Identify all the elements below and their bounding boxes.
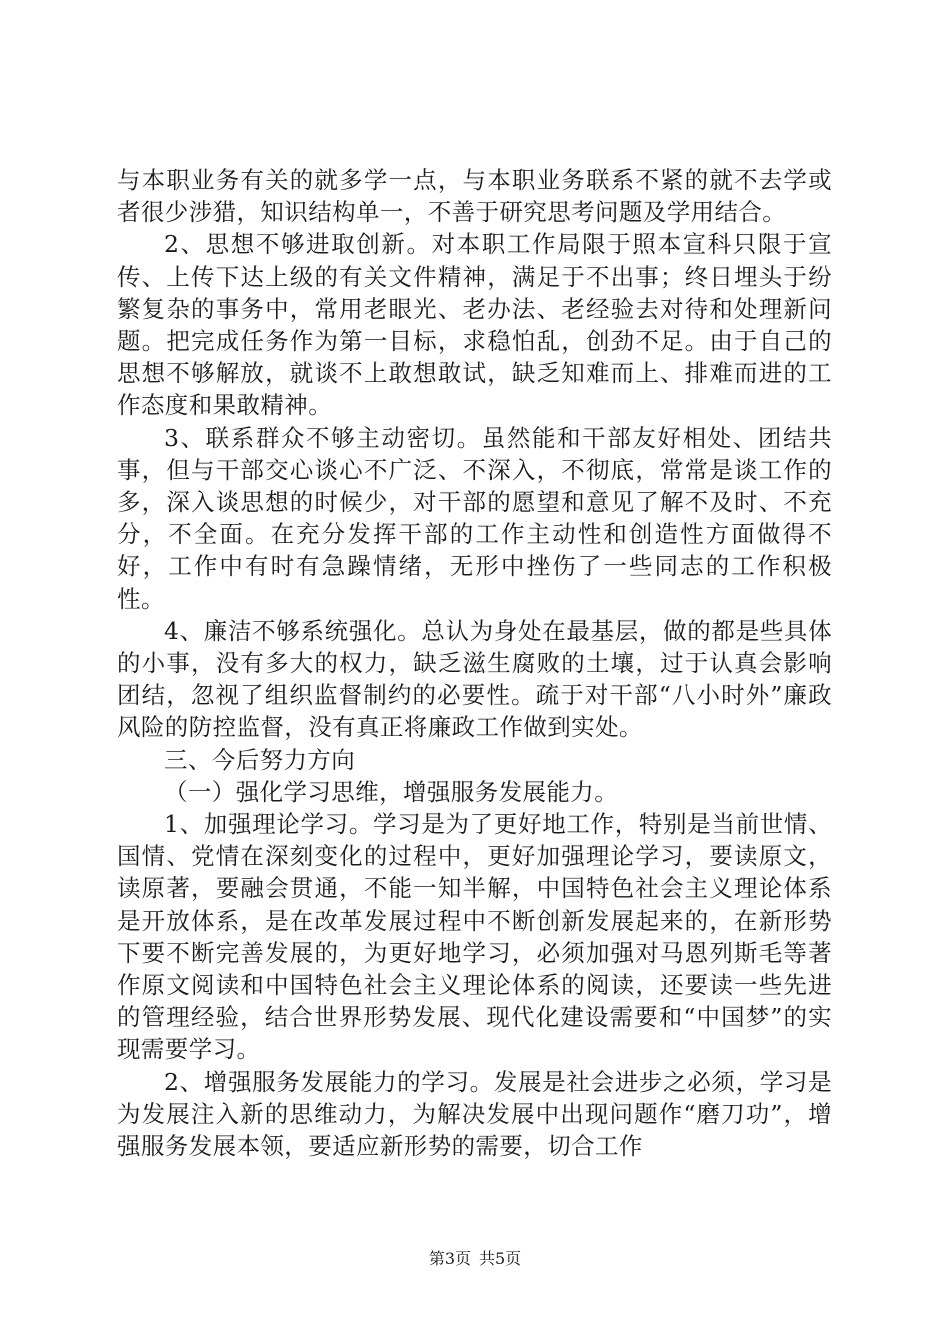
paragraph-item-4: 4、廉洁不够系统强化。总认为身处在最基层，做的都是些具体的小事，没有多大的权力，缺乏滋生腐败的土壤，过于认真会影响团结，忽视了组织监督制约的必要性。疏于对干部“八小时外”廉政风险的防控监督，没有真正将廉政工作做到实处。 <box>117 616 832 742</box>
page-footer <box>0 1249 950 1269</box>
document-body <box>117 164 832 1162</box>
page-number: 第3页 <box>428 1249 471 1268</box>
paragraph-study-service: 2、增强服务发展能力的学习。发展是社会进步之必须，学习是为发展注入新的思维动力，为解决发展中出现问题作“磨刀功”，增强服务发展本领，要适应新形势的需要，切合工作 <box>117 1067 832 1161</box>
paragraph-item-3: 3、联系群众不够主动密切。虽然能和干部友好相处、团结共事，但与干部交心谈心不广泛、不深入，不彻底，常常是谈工作的多，深入谈思想的时候少，对干部的愿望和意见了解不及时、不充分，不全面。在充分发挥干部的工作主动性和创造性方面做得不好，工作中有时有急躁情绪，无形中挫伤了一些同志的工作积极性。 <box>117 423 832 613</box>
paragraph-continuation: 与本职业务有关的就多学一点，与本职业务联系不紧的就不去学或者很少涉猎，知识结构单一，不善于研究思考问题及学用结合。 <box>117 166 832 227</box>
paragraph-study-theory: 1、加强理论学习。学习是为了更好地工作，特别是当前世情、国情、党情在深刻变化的过程中，更好加强理论学习，要读原文，读原著，要融会贯通，不能一知半解，中国特色社会主义理论体系是开放体系，是在改革发展过程中不断创新发展起来的，在新形势下要不断完善发展的，为更好地学习，必须加强对马恩列斯毛等著作原文阅读和中国特色社会主义理论体系的阅读，还要读一些先进的管理经验，结合世界形势发展、现代化建设需要和“中国梦”的实现需要学习。 <box>117 810 832 1064</box>
page-total: 共5页 <box>479 1249 522 1268</box>
section-heading: 三、今后努力方向 <box>164 745 356 774</box>
subsection-heading: （一）强化学习思维，增强服务发展能力。 <box>164 777 619 806</box>
paragraph-item-2: 2、思想不够进取创新。对本职工作局限于照本宣科只限于宣传、上传下达上级的有关文件精神，满足于不出事；终日埋头于纷繁复杂的事务中，常用老眼光、老办法、老经验去对待和处理新问题。把完成任务作为第一目标，求稳怕乱，创劲不足。由于自己的思想不够解放，就谈不上敢想敢试，缺乏知难而上、排难而进的工作态度和果敢精神。 <box>117 230 832 420</box>
